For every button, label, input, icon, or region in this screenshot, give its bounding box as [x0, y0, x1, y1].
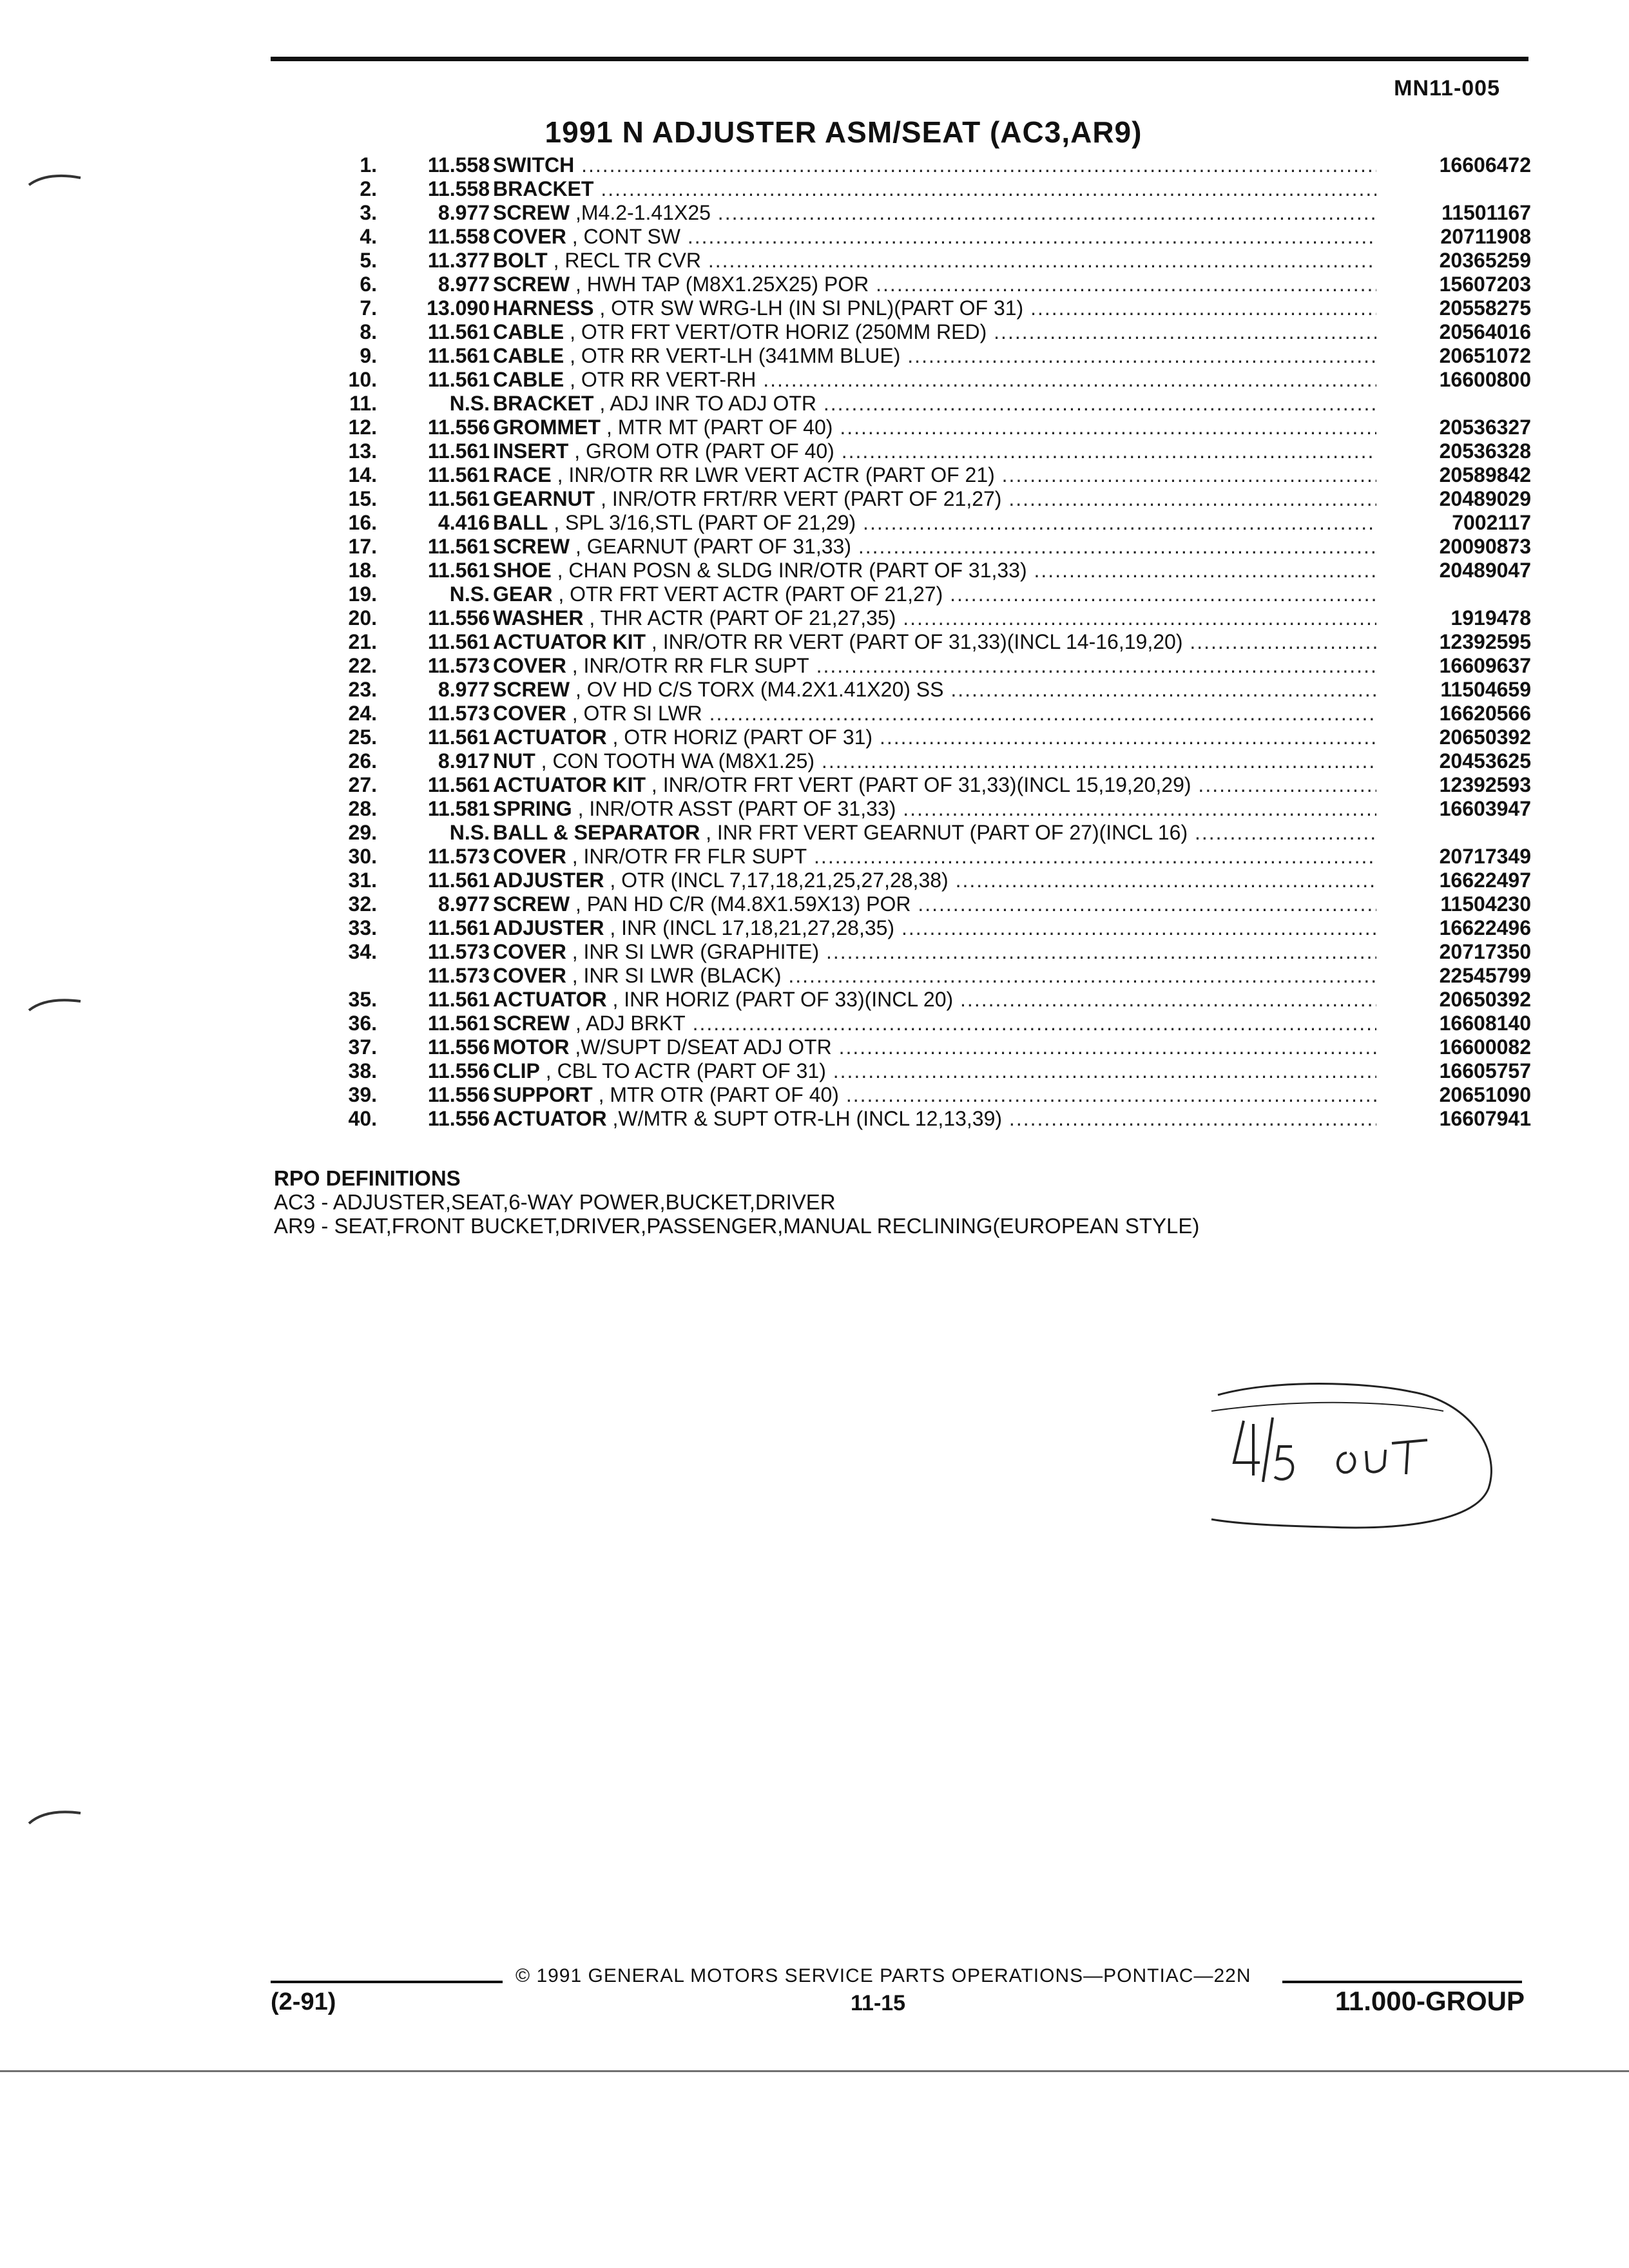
- group-number: 11.561: [427, 630, 490, 653]
- part-name: BALL: [493, 511, 548, 534]
- part-name: SCREW: [493, 535, 570, 558]
- group-number: 11.561: [427, 344, 490, 367]
- part-number: 20651090: [1439, 1083, 1531, 1106]
- part-description: [493, 797, 1376, 821]
- list-item: [322, 320, 1531, 344]
- list-item: [322, 463, 1531, 487]
- part-name: NUT: [493, 749, 535, 773]
- part-detail: , INR/OTR RR VERT (PART OF 31,33)(INCL 14-16,19,20): [646, 630, 1183, 653]
- group-number: 11.556: [427, 1083, 490, 1106]
- group-number: 11.556: [427, 1035, 490, 1059]
- group-number: 11.561: [427, 726, 490, 749]
- line-number: 3.: [360, 201, 377, 224]
- part-number: 20650392: [1439, 726, 1531, 749]
- bottom-rule: [0, 2070, 1629, 2072]
- part-detail: , INR HORIZ (PART OF 33)(INCL 20): [606, 988, 954, 1011]
- part-description: [493, 177, 1376, 201]
- rpo-ar9: AR9 - SEAT,FRONT BUCKET,DRIVER,PASSENGER,MANUAL RECLINING(EUROPEAN STYLE): [274, 1214, 1200, 1238]
- part-name: SCREW: [493, 1012, 570, 1035]
- part-name: ACTUATOR: [493, 726, 607, 749]
- part-number: 20717350: [1439, 940, 1531, 963]
- line-number: 12.: [348, 416, 377, 439]
- part-detail: , OTR RR VERT-LH (341MM BLUE): [564, 344, 901, 367]
- list-item: [322, 392, 1531, 416]
- part-number: 12392595: [1439, 630, 1531, 653]
- group-number: 11.573: [427, 964, 490, 987]
- part-name: ADJUSTER: [493, 916, 604, 939]
- part-number: 20717349: [1439, 845, 1531, 868]
- list-item: [322, 726, 1531, 749]
- part-name: WASHER: [493, 606, 584, 629]
- line-number: 15.: [348, 487, 377, 510]
- list-item: [322, 1035, 1531, 1059]
- list-item: [322, 177, 1531, 201]
- part-number: 16608140: [1439, 1012, 1531, 1035]
- line-number: 6.: [360, 273, 377, 296]
- line-number: 40.: [348, 1107, 377, 1130]
- footer-copyright: © 1991 GENERAL MOTORS SERVICE PARTS OPERATIONS—PONTIAC—22N: [516, 1965, 1251, 1986]
- part-description: [493, 1012, 1376, 1035]
- part-number: 20711908: [1440, 225, 1531, 248]
- list-item: [322, 344, 1531, 368]
- part-description: [493, 773, 1376, 797]
- list-item: [322, 1059, 1531, 1083]
- part-description: [493, 559, 1376, 582]
- part-detail: , INR/OTR FR FLR SUPT: [566, 845, 807, 868]
- part-description: [493, 1059, 1376, 1083]
- part-name: SHOE: [493, 559, 552, 582]
- list-item: [322, 845, 1531, 869]
- group-number: 13.090: [427, 296, 490, 320]
- part-detail: , OTR HORIZ (PART OF 31): [606, 726, 873, 749]
- group-number: 8.977: [438, 201, 490, 224]
- group-number: 11.561: [427, 869, 490, 892]
- part-name: COVER: [493, 845, 566, 868]
- list-item: [322, 964, 1531, 988]
- line-number: 1.: [360, 153, 377, 177]
- part-detail: , CON TOOTH WA (M8X1.25): [535, 749, 815, 773]
- part-detail: , PAN HD C/R (M4.8X1.59X13) POR: [570, 892, 911, 916]
- part-number: 20090873: [1439, 535, 1531, 558]
- line-number: 8.: [360, 320, 377, 343]
- part-name: SCREW: [493, 273, 570, 296]
- line-number: 22.: [348, 654, 377, 677]
- part-detail: , GEARNUT (PART OF 31,33): [570, 535, 851, 558]
- part-name: ADJUSTER: [493, 869, 604, 892]
- part-number: 20589842: [1439, 463, 1531, 486]
- part-name: BRACKET: [493, 177, 594, 200]
- part-detail: , OV HD C/S TORX (M4.2X1.41X20) SS: [570, 678, 944, 701]
- part-detail: , ADJ INR TO ADJ OTR: [593, 392, 816, 415]
- group-number: 11.558: [427, 177, 490, 200]
- group-number: 11.573: [427, 845, 490, 868]
- part-number: 16622497: [1439, 869, 1531, 892]
- part-name: ACTUATOR: [493, 988, 607, 1011]
- part-description: [493, 869, 1376, 892]
- line-number: 16.: [348, 511, 377, 534]
- part-name: ACTUATOR: [493, 1107, 607, 1130]
- part-description: [493, 654, 1376, 678]
- part-number: 1919478: [1451, 606, 1531, 629]
- part-number: 20650392: [1439, 988, 1531, 1011]
- part-detail: , MTR MT (PART OF 40): [601, 416, 833, 439]
- group-number: 11.561: [427, 988, 490, 1011]
- line-number: 35.: [348, 988, 377, 1011]
- part-detail: , INR SI LWR (GRAPHITE): [566, 940, 820, 963]
- list-item: [322, 869, 1531, 892]
- line-number: 38.: [348, 1059, 377, 1082]
- line-number: 5.: [360, 249, 377, 272]
- line-number: 17.: [348, 535, 377, 558]
- group-number: 11.556: [427, 1059, 490, 1082]
- line-number: 23.: [348, 678, 377, 701]
- list-item: [322, 439, 1531, 463]
- part-name: MOTOR: [493, 1035, 570, 1059]
- part-description: [493, 487, 1376, 511]
- part-description: [493, 153, 1376, 177]
- list-item: [322, 678, 1531, 702]
- footer-rule-left: [271, 1981, 503, 1983]
- part-description: [493, 296, 1376, 320]
- part-number: 16609637: [1439, 654, 1531, 677]
- list-item: [322, 773, 1531, 797]
- part-description: [493, 225, 1376, 249]
- line-number: 30.: [348, 845, 377, 868]
- line-number: 28.: [348, 797, 377, 820]
- part-number: 16607941: [1439, 1107, 1531, 1130]
- part-number: 15607203: [1439, 273, 1531, 296]
- list-item: [322, 654, 1531, 678]
- group-number: 11.561: [427, 320, 490, 343]
- list-item: [322, 1107, 1531, 1131]
- part-name: BALL & SEPARATOR: [493, 821, 700, 844]
- group-number: 11.561: [427, 463, 490, 486]
- part-description: [493, 702, 1376, 726]
- part-name: HARNESS: [493, 296, 594, 320]
- list-item: [322, 535, 1531, 559]
- group-number: 11.561: [427, 916, 490, 939]
- part-number: 20489029: [1439, 487, 1531, 510]
- part-number: 11504230: [1440, 892, 1531, 916]
- list-item: [322, 296, 1531, 320]
- line-number: 36.: [348, 1012, 377, 1035]
- part-description: [493, 582, 1376, 606]
- part-name: ACTUATOR KIT: [493, 773, 646, 796]
- part-detail: , CBL TO ACTR (PART OF 31): [539, 1059, 826, 1082]
- part-description: [493, 630, 1376, 654]
- group-number: N.S.: [449, 821, 490, 844]
- part-name: COVER: [493, 654, 566, 677]
- list-item: [322, 606, 1531, 630]
- part-number: 16605757: [1439, 1059, 1531, 1082]
- part-detail: , OTR FRT VERT ACTR (PART OF 21,27): [552, 582, 943, 606]
- list-item: [322, 797, 1531, 821]
- part-number: 16600800: [1439, 368, 1531, 391]
- part-number: 16600082: [1439, 1035, 1531, 1059]
- part-description: [493, 535, 1376, 559]
- rpo-ac3: AC3 - ADJUSTER,SEAT,6-WAY POWER,BUCKET,DRIVER: [274, 1190, 836, 1214]
- part-description: [493, 1107, 1376, 1131]
- part-description: [493, 439, 1376, 463]
- part-number: 12392593: [1439, 773, 1531, 796]
- part-name: SUPPORT: [493, 1083, 593, 1106]
- list-item: [322, 582, 1531, 606]
- line-number: 13.: [348, 439, 377, 463]
- part-detail: , INR/OTR FRT VERT (PART OF 31,33)(INCL 15,19,20,29): [646, 773, 1191, 796]
- line-number: 33.: [348, 916, 377, 939]
- line-number: 31.: [348, 869, 377, 892]
- line-number: 11.: [349, 392, 377, 415]
- part-detail: , RECL TR CVR: [547, 249, 701, 272]
- part-name: GROMMET: [493, 416, 601, 439]
- line-number: 14.: [348, 463, 377, 486]
- part-number: 11501167: [1441, 201, 1531, 224]
- list-item: [322, 153, 1531, 177]
- list-item: [322, 368, 1531, 392]
- footer-page-number: 11-15: [851, 1991, 906, 2015]
- part-name: SCREW: [493, 678, 570, 701]
- part-number: 20536328: [1439, 439, 1531, 463]
- part-detail: ,W/MTR & SUPT OTR-LH (INCL 12,13,39): [606, 1107, 1003, 1130]
- part-detail: , OTR SW WRG-LH (IN SI PNL)(PART OF 31): [593, 296, 1024, 320]
- part-description: [493, 344, 1376, 368]
- group-number: 11.561: [427, 368, 490, 391]
- part-description: [493, 463, 1376, 487]
- page-title: 1991 N ADJUSTER ASM/SEAT (AC3,AR9): [545, 115, 1142, 149]
- part-number: 20536327: [1439, 416, 1531, 439]
- group-number: 11.561: [427, 773, 490, 796]
- list-item: [322, 487, 1531, 511]
- part-detail: , INR/OTR ASST (PART OF 31,33): [572, 797, 896, 820]
- part-detail: , INR/OTR FRT/RR VERT (PART OF 21,27): [595, 487, 1002, 510]
- part-name: SCREW: [493, 201, 570, 224]
- part-name: CABLE: [493, 344, 564, 367]
- rpo-definitions: [274, 1166, 1199, 1238]
- part-number: 16603947: [1439, 797, 1531, 820]
- part-name: COVER: [493, 940, 566, 963]
- part-number: 11504659: [1440, 678, 1531, 701]
- part-description: [493, 845, 1376, 869]
- group-number: 8.917: [438, 749, 490, 773]
- parts-list: [322, 153, 1531, 1131]
- part-description: [493, 249, 1376, 273]
- line-number: 18.: [348, 559, 377, 582]
- line-number: 4.: [360, 225, 377, 248]
- part-name: INSERT: [493, 439, 569, 463]
- part-name: BOLT: [493, 249, 548, 272]
- group-number: 11.558: [427, 153, 490, 177]
- part-detail: , OTR RR VERT-RH: [564, 368, 757, 391]
- group-number: 8.977: [438, 273, 490, 296]
- list-item: [322, 892, 1531, 916]
- part-description: [493, 678, 1376, 702]
- part-detail: , MTR OTR (PART OF 40): [592, 1083, 839, 1106]
- group-number: 11.556: [427, 416, 490, 439]
- part-name: BRACKET: [493, 392, 594, 415]
- part-number: 20564016: [1439, 320, 1531, 343]
- part-name: SWITCH: [493, 153, 575, 177]
- part-number: 20365259: [1439, 249, 1531, 272]
- line-number: 24.: [348, 702, 377, 725]
- list-item: [322, 273, 1531, 296]
- part-number: 16622496: [1439, 916, 1531, 939]
- part-description: [493, 892, 1376, 916]
- part-detail: , OTR (INCL 7,17,18,21,25,27,28,38): [604, 869, 949, 892]
- part-name: GEAR: [493, 582, 553, 606]
- group-number: 11.561: [427, 439, 490, 463]
- part-description: [493, 1035, 1376, 1059]
- part-number: 7002117: [1452, 511, 1531, 534]
- part-description: [493, 606, 1376, 630]
- part-description: [493, 749, 1376, 773]
- line-number: 29.: [348, 821, 377, 844]
- group-number: 11.561: [427, 559, 490, 582]
- part-detail: , INR SI LWR (BLACK): [566, 964, 782, 987]
- group-number: 11.561: [427, 1012, 490, 1035]
- line-number: 9.: [360, 344, 377, 367]
- part-description: [493, 320, 1376, 344]
- part-number: 16620566: [1439, 702, 1531, 725]
- part-name: CLIP: [493, 1059, 540, 1082]
- group-number: 11.377: [427, 249, 490, 272]
- part-name: COVER: [493, 702, 566, 725]
- top-rule: [271, 57, 1528, 61]
- footer-rule-right: [1282, 1981, 1522, 1983]
- group-number: 11.573: [427, 702, 490, 725]
- group-number: 11.558: [427, 225, 490, 248]
- group-number: N.S.: [449, 392, 490, 415]
- part-number: 16606472: [1439, 153, 1531, 177]
- part-detail: , CHAN POSN & SLDG INR/OTR (PART OF 31,33): [551, 559, 1027, 582]
- part-detail: , SPL 3/16,STL (PART OF 21,29): [548, 511, 856, 534]
- part-name: RACE: [493, 463, 552, 486]
- line-number: 10.: [348, 368, 377, 391]
- part-description: [493, 511, 1376, 535]
- part-description: [493, 392, 1376, 416]
- part-name: COVER: [493, 964, 566, 987]
- footer-group: 11.000-GROUP: [1335, 1986, 1525, 2016]
- part-description: [493, 273, 1376, 296]
- line-number: 34.: [348, 940, 377, 963]
- group-number: 11.581: [427, 797, 490, 820]
- list-item: [322, 249, 1531, 273]
- line-number: 27.: [348, 773, 377, 796]
- part-detail: ,M4.2-1.41X25: [570, 201, 711, 224]
- part-detail: , OTR FRT VERT/OTR HORIZ (250MM RED): [564, 320, 987, 343]
- group-number: 11.561: [427, 487, 490, 510]
- list-item: [322, 630, 1531, 654]
- line-number: 32.: [348, 892, 377, 916]
- group-number: 11.573: [427, 940, 490, 963]
- list-item: [322, 988, 1531, 1012]
- part-detail: , ADJ BRKT: [570, 1012, 686, 1035]
- line-number: 19.: [348, 582, 377, 606]
- group-number: 11.556: [427, 606, 490, 629]
- group-number: 4.416: [438, 511, 490, 534]
- part-number: 20453625: [1439, 749, 1531, 773]
- list-item: [322, 1083, 1531, 1107]
- list-item: [322, 940, 1531, 964]
- part-description: [493, 368, 1376, 392]
- list-item: [322, 511, 1531, 535]
- part-number: 20489047: [1439, 559, 1531, 582]
- part-detail: , INR (INCL 17,18,21,27,28,35): [604, 916, 895, 939]
- line-number: 37.: [348, 1035, 377, 1059]
- list-item: [322, 749, 1531, 773]
- list-item: [322, 821, 1531, 845]
- part-detail: , GROM OTR (PART OF 40): [568, 439, 834, 463]
- line-number: 20.: [348, 606, 377, 629]
- list-item: [322, 201, 1531, 225]
- part-description: [493, 964, 1376, 988]
- line-number: 7.: [360, 296, 377, 320]
- part-name: SPRING: [493, 797, 572, 820]
- part-detail: ,W/SUPT D/SEAT ADJ OTR: [569, 1035, 832, 1059]
- binder-mark: [26, 992, 84, 1018]
- part-name: CABLE: [493, 368, 564, 391]
- part-description: [493, 988, 1376, 1012]
- binder-mark: [26, 169, 84, 195]
- list-item: [322, 916, 1531, 940]
- group-number: 11.561: [427, 535, 490, 558]
- part-description: [493, 201, 1376, 225]
- line-number: 2.: [360, 177, 377, 200]
- part-name: ACTUATOR KIT: [493, 630, 646, 653]
- group-number: 11.556: [427, 1107, 490, 1130]
- part-detail: , OTR SI LWR: [566, 702, 702, 725]
- part-name: SCREW: [493, 892, 570, 916]
- group-number: 8.977: [438, 892, 490, 916]
- part-description: [493, 916, 1376, 940]
- line-number: 25.: [348, 726, 377, 749]
- line-number: 21.: [348, 630, 377, 653]
- part-detail: , INR/OTR RR FLR SUPT: [566, 654, 809, 677]
- handwritten-note: [1199, 1372, 1508, 1546]
- part-description: [493, 1083, 1376, 1107]
- part-description: [493, 940, 1376, 964]
- list-item: [322, 225, 1531, 249]
- footer-date-code: (2-91): [271, 1988, 336, 2015]
- group-number: 11.573: [427, 654, 490, 677]
- part-number: 22545799: [1439, 964, 1531, 987]
- line-number: 26.: [348, 749, 377, 773]
- part-description: [493, 821, 1376, 845]
- part-number: 20558275: [1439, 296, 1531, 320]
- list-item: [322, 559, 1531, 582]
- list-item: [322, 416, 1531, 439]
- part-number: 20651072: [1439, 344, 1531, 367]
- list-item: [322, 1012, 1531, 1035]
- group-number: N.S.: [449, 582, 490, 606]
- list-item: [322, 702, 1531, 726]
- document-code: MN11-005: [1394, 76, 1500, 101]
- part-detail: , INR FRT VERT GEARNUT (PART OF 27)(INCL 16): [700, 821, 1188, 844]
- line-number: 39.: [348, 1083, 377, 1106]
- part-name: GEARNUT: [493, 487, 595, 510]
- binder-mark: [26, 1804, 84, 1830]
- part-detail: , HWH TAP (M8X1.25X25) POR: [570, 273, 869, 296]
- part-detail: , INR/OTR RR LWR VERT ACTR (PART OF 21): [551, 463, 995, 486]
- rpo-title: RPO DEFINITIONS: [274, 1166, 461, 1190]
- group-number: 8.977: [438, 678, 490, 701]
- part-description: [493, 726, 1376, 749]
- part-detail: , CONT SW: [566, 225, 680, 248]
- part-detail: , THR ACTR (PART OF 21,27,35): [583, 606, 896, 629]
- part-name: COVER: [493, 225, 566, 248]
- part-name: CABLE: [493, 320, 564, 343]
- part-description: [493, 416, 1376, 439]
